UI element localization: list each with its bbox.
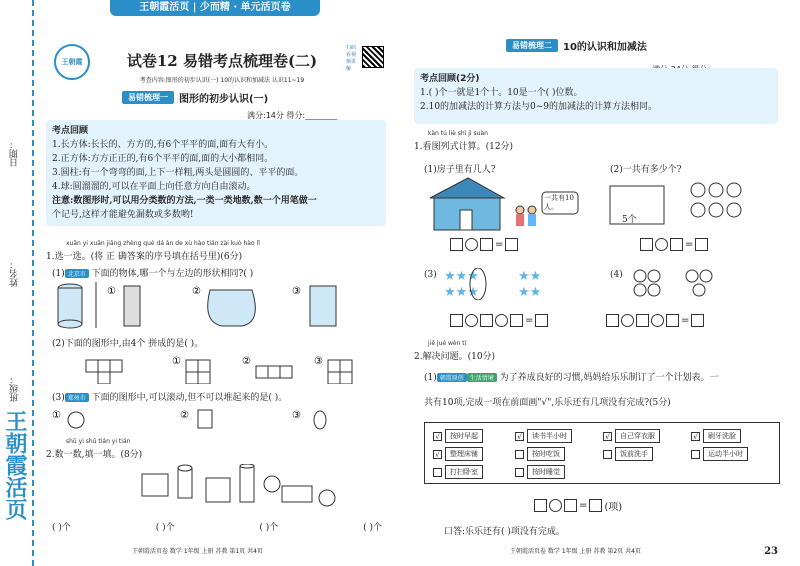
class-label: 班级： — [10, 375, 20, 402]
score-line: 满分:14分 得分:________ — [247, 111, 338, 120]
section-name: 图形的初步认识(一) — [179, 94, 269, 105]
review-heading: 考点回顾(2分) — [420, 74, 480, 84]
q2-text: 2.解决问题。(10分) — [414, 352, 496, 362]
origin-tag: 朝霞原创 — [437, 373, 467, 382]
option-2: ② — [192, 286, 201, 297]
q1-sub1-figures — [52, 282, 382, 332]
plan-table — [424, 422, 780, 484]
plan-item — [433, 465, 483, 479]
p3-label: (3) — [424, 270, 437, 280]
equation-4[interactable]: = — [606, 314, 704, 327]
section-tag: 易错梳理二 — [506, 39, 558, 52]
q2-blanks — [52, 520, 382, 533]
plan-label: 打扫卧室 — [445, 465, 483, 479]
q2-sub1-line1 — [424, 370, 719, 383]
header-band: 王朝霞活页 | 少而精 · 单元活页卷 — [110, 0, 320, 16]
plan-item — [603, 429, 660, 443]
q1-pinyin: kàn tú liè shì jì suàn — [428, 130, 488, 137]
review-line: 4.球:圆溜溜的,可以在平面上向任意方向自由滚动。 — [52, 182, 256, 192]
date-label: 日期： — [10, 140, 20, 167]
plan-item — [433, 447, 483, 461]
option-1: ① — [172, 356, 181, 367]
section-heading-1 — [122, 90, 268, 105]
left-footer: 王朝霞活页卷 数学 1年级 上册 苏教 第1页 共4页 — [132, 548, 263, 555]
review-line: 2.10的加减法的计算方法与0~9的加减法的计算方法相同。 — [420, 102, 658, 112]
p1-question: (1)房子里有几人? — [424, 165, 496, 175]
brand-logo: 王朝霞 — [54, 44, 90, 80]
q1-sub2-figures — [52, 352, 382, 384]
review-box — [46, 120, 386, 226]
blank-cuboid[interactable]: ( )个 — [52, 523, 71, 533]
q1-sub1: (1) 北京市 下面的物体,哪一个与左边的形状相同?( ) — [52, 269, 254, 279]
q2-shape-pile — [122, 464, 352, 516]
exam-scope: 考查内容:图形的初步认识(一) 10的认识和加减法 认识11~19 — [139, 77, 305, 84]
plan-label: 刷牙洗脸 — [703, 429, 741, 443]
plan-item — [691, 447, 748, 461]
right-footer: 王朝霞活页卷 数学 1年级 上册 苏教 第2页 共4页 — [510, 548, 641, 555]
option-3: ③ — [314, 356, 323, 367]
q1-sub3: (3) 郑州市 下面的图形中,可以滚动,但不可以堆起来的是( )。 — [52, 393, 288, 403]
plan-label: 按时睡觉 — [527, 465, 565, 479]
svg-text:★★★: ★★★ — [444, 285, 479, 300]
q1-text: 1.选一选。(将 正 确答案的序号填在括号里)(6分) — [46, 252, 243, 262]
checkbox[interactable] — [433, 468, 442, 477]
brand-vertical: 王朝霞活页 — [2, 410, 28, 520]
q1-pinyin: xuǎn yi xuǎn jiāng zhèng què dá àn de xù hào tián zài kuò hào lǐ — [66, 240, 260, 247]
binding-spine — [0, 0, 34, 566]
city-tag: 郑州市 — [65, 393, 89, 402]
plan-label: 读书半小时 — [527, 429, 572, 443]
plan-label: 整理床铺 — [445, 447, 483, 461]
checkbox[interactable]: √ — [433, 432, 442, 441]
checkbox[interactable] — [515, 468, 524, 477]
checkbox[interactable]: √ — [691, 432, 700, 441]
blank-sphere[interactable]: ( )个 — [363, 523, 382, 533]
equation-2[interactable]: = — [640, 238, 708, 251]
unit-label: (项) — [604, 502, 623, 513]
cube-label: 5个 — [622, 215, 637, 225]
review-box — [414, 68, 778, 124]
speech-bubble: 一共有10人。 — [544, 194, 574, 211]
plan-label: 按时吃饭 — [527, 447, 565, 461]
equation-3[interactable]: = — [450, 314, 548, 327]
q1-sub2-text: (2)下面的图形中,由4个 拼成的是( )。 — [52, 339, 204, 349]
review-heading: 考点回顾 — [52, 126, 89, 136]
review-line: 注意:数图形时,可以用分类数的方法,一类一类地数,数一个用笔做一 — [52, 196, 317, 206]
plan-label: 自己穿衣服 — [615, 429, 660, 443]
checkbox[interactable] — [691, 450, 700, 459]
section-name: 10的认识和加减法 — [563, 42, 647, 53]
q2-pinyin: shǔ yi shǔ tián yi tián — [66, 438, 131, 445]
option-1: ① — [107, 286, 116, 297]
problem-line-1: 为了养成良好的习惯,妈妈给乐乐制订了一个计划表。一 — [499, 373, 719, 383]
section-tag: 易错梳理一 — [122, 91, 174, 104]
plan-label: 饭前洗手 — [615, 447, 653, 461]
plan-item — [433, 429, 483, 443]
blank-cylinder[interactable]: ( )个 — [259, 523, 279, 533]
checkbox[interactable]: √ — [515, 432, 524, 441]
q2-sub-number: (1) — [424, 373, 437, 383]
review-line: 3.圆柱:有一个弯弯的面,上下一样粗,两头是圆圆的、平平的面。 — [52, 168, 304, 178]
oral-answer: 口答:乐乐还有( )项没有完成。 — [444, 527, 565, 537]
blank-cube[interactable]: ( )个 — [155, 523, 175, 533]
plan-label: 按时早起 — [445, 429, 483, 443]
p2-question: (2)一共有多少个? — [610, 165, 682, 175]
q1-sub3-figures — [52, 406, 382, 432]
checkbox[interactable]: √ — [433, 450, 442, 459]
city-tag: 北京市 — [65, 269, 89, 278]
option-2: ② — [242, 356, 251, 367]
review-line: 2.正方体:方方正正的,有6个平平的面,面的大小都相同。 — [52, 154, 274, 164]
review-line: 个记号,这样才能避免漏数或多数哟! — [52, 210, 194, 220]
equation-1[interactable]: = — [450, 238, 518, 251]
option-3: ③ — [292, 286, 301, 297]
name-label: 姓名： — [10, 260, 20, 287]
stars-picture — [444, 268, 594, 300]
plan-item — [515, 465, 565, 479]
svg-text:★★★: ★★★ — [444, 269, 479, 284]
checkbox[interactable] — [603, 450, 612, 459]
page-number: 23 — [764, 546, 778, 557]
plan-item — [515, 447, 565, 461]
qr-code-icon[interactable] — [362, 46, 384, 68]
plan-item — [515, 429, 572, 443]
context-tag: 生活情境 — [467, 373, 497, 382]
review-line: 1.长方体:长长的、方方的,有6个平平的面,面有大有小。 — [52, 140, 274, 150]
plan-label: 运动半小时 — [703, 447, 748, 461]
checkbox[interactable]: √ — [603, 432, 612, 441]
section-heading-2 — [506, 38, 647, 53]
q1-text: 1.看图列式计算。(12分) — [414, 142, 514, 152]
page-title: 试卷12 易错考点梳理卷(二) — [126, 52, 318, 70]
review-line: 1.( )个一就是1个十。10是一个( )位数。 — [420, 88, 583, 98]
problem-line-2: 共有10项,完成一项在前面画"√",乐乐还有几项没有完成?(5分) — [424, 398, 671, 408]
svg-text:★★: ★★ — [518, 269, 542, 284]
svg-text:★★: ★★ — [518, 285, 542, 300]
p4-label: (4) — [610, 270, 623, 280]
right-page — [410, 24, 782, 559]
qr-caption: 扫码看视频讲解 — [346, 45, 357, 72]
checkbox[interactable] — [515, 450, 524, 459]
q2-text: 2.数一数,填一填。(8分) — [46, 450, 143, 460]
left-page — [42, 24, 390, 559]
option-3: ③ — [292, 410, 301, 421]
q2-pinyin: jiě jué wèn tí — [428, 340, 467, 347]
plan-item — [691, 429, 741, 443]
equation-5[interactable]: = (项) — [534, 498, 622, 513]
circles-picture — [632, 268, 762, 300]
option-2: ② — [180, 410, 189, 421]
q1-sub1-text: 下面的物体,哪一个与左边的形状相同?( ) — [91, 269, 254, 279]
option-1: ① — [52, 410, 61, 421]
q1-sub3-text: 下面的图形中,可以滚动,但不可以堆起来的是( )。 — [91, 393, 288, 403]
plan-item — [603, 447, 653, 461]
